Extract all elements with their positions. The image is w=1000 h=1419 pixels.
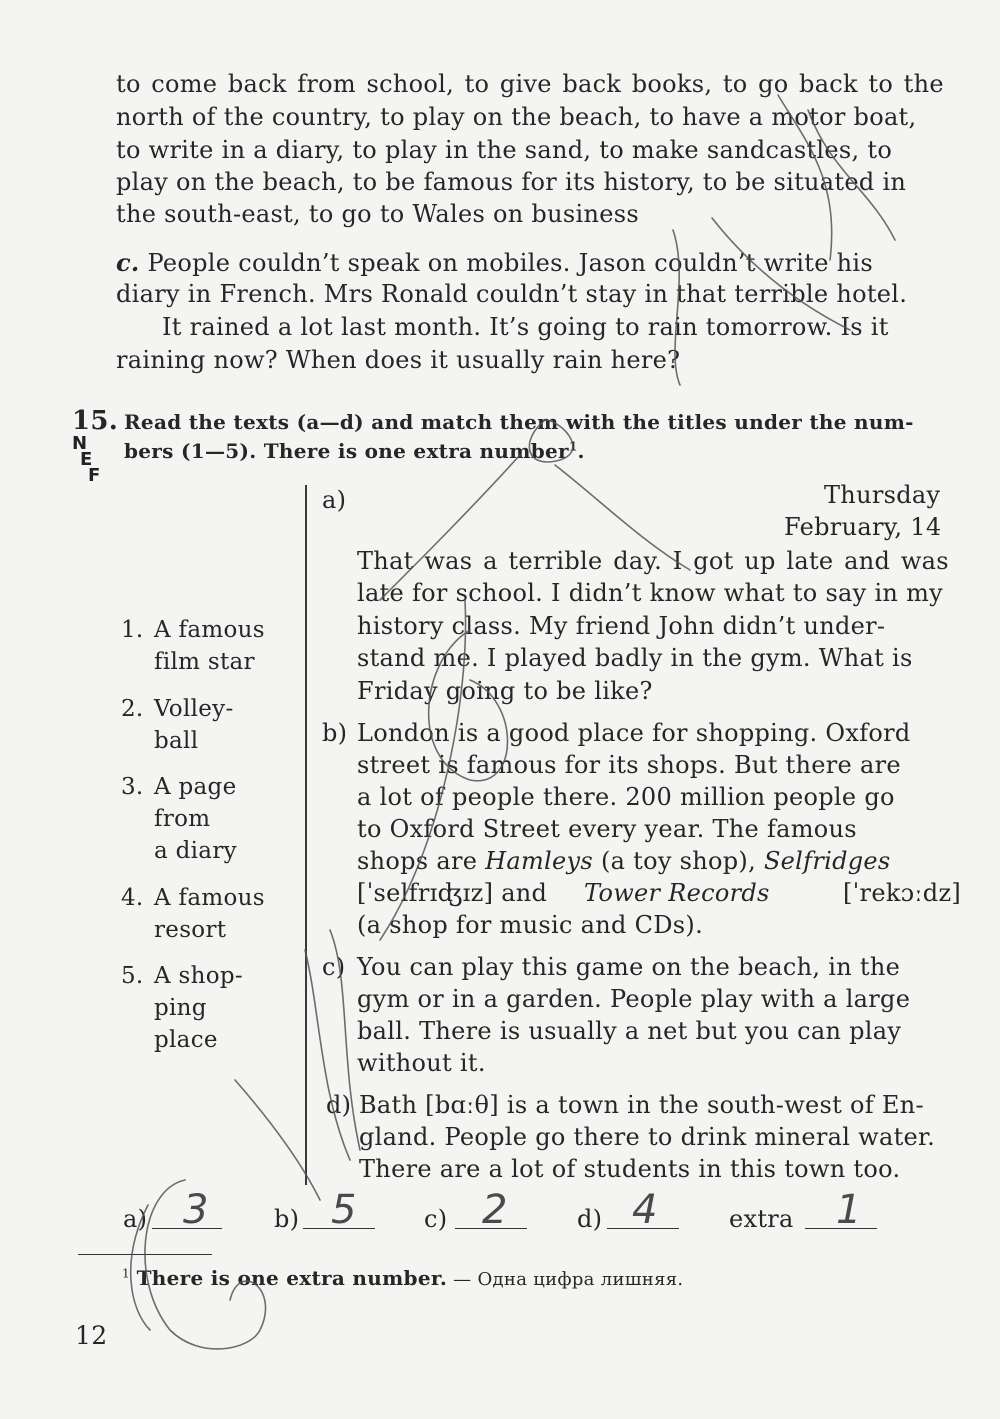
answer-a-value: 3 xyxy=(183,1187,209,1233)
text-b-line-5-pre: shops are xyxy=(357,847,486,875)
text-a-line-5: Friday going to be like? xyxy=(357,677,653,705)
title-2-line-2: ball xyxy=(154,728,199,754)
text-d-line-1: Bath [bɑːθ] is a town in the south-west of En- xyxy=(359,1091,924,1119)
text-d-line-3: There are a lot of students in this town too. xyxy=(359,1155,901,1183)
answer-d-value: 4 xyxy=(632,1187,658,1233)
text-c-line-2: gym or in a garden. People play with a large xyxy=(357,985,911,1013)
text-a-line-1: That was a terrible day. I got up late and was xyxy=(357,547,949,575)
text-b-line-3: a lot of people there. 200 million people go xyxy=(357,783,895,811)
text-a-label: a) xyxy=(322,486,347,514)
answer-c-label: c) xyxy=(424,1205,448,1233)
text-b-line-5-mid: (a toy shop), xyxy=(593,847,764,875)
text-b-line-4: to Oxford Street every year. The famous xyxy=(357,815,857,843)
text-a-line-4: stand me. I played badly in the gym. What is xyxy=(357,644,913,672)
answer-b-value: 5 xyxy=(331,1187,357,1233)
text-a-date: February, 14 xyxy=(784,513,942,541)
text-c-line-1: You can play this game on the beach, in the xyxy=(357,953,901,981)
text-c-label: c) xyxy=(322,953,346,981)
title-2-line-1: Volley- xyxy=(154,696,234,722)
shop-tower-records: Tower Records xyxy=(584,879,770,907)
section-c-label: c. xyxy=(116,248,140,277)
text-b-line-6-pron: [ˈrekɔːdz] xyxy=(843,879,962,907)
text-b-line-6-left: [ˈselfrɪʤɪz] and xyxy=(357,879,548,907)
footnote-bold-text: There is one extra number. xyxy=(136,1266,448,1290)
text-b-line-2: street is famous for its shops. But there are xyxy=(357,751,901,779)
section-c-line-2: diary in French. Mrs Ronald couldn’t stay in that terrible hotel. xyxy=(116,280,908,308)
text-a-line-2: late for school. I didn’t know what to say in my xyxy=(357,579,944,607)
footnote-mark: 1 xyxy=(122,1266,130,1281)
answer-a-label: a) xyxy=(123,1205,148,1233)
title-5-num: 5. xyxy=(121,963,144,989)
page-number: 12 xyxy=(75,1321,108,1350)
text-c-line-4: without it. xyxy=(357,1049,486,1077)
section-c-line-1 xyxy=(116,248,873,277)
text-d-label: d) xyxy=(326,1091,352,1119)
instruction-end: . xyxy=(577,439,585,463)
section-c-text-1: People couldn’t speak on mobiles. Jason couldn’t write his xyxy=(139,249,873,277)
column-divider xyxy=(305,485,307,1185)
title-4-line-2: resort xyxy=(154,917,227,943)
text-b-label: b) xyxy=(322,719,348,747)
title-2-num: 2. xyxy=(121,696,144,722)
title-1-line-1: A famous xyxy=(154,617,265,643)
text-b-line-1: London is a good place for shopping. Oxford xyxy=(357,719,911,747)
title-3-line-3: a diary xyxy=(154,838,237,864)
title-5-line-2: ping xyxy=(154,995,207,1021)
title-5-line-3: place xyxy=(154,1027,218,1053)
title-3-num: 3. xyxy=(121,774,144,800)
instruction-line-1: Read the texts (a—d) and match them with the titles under the num- xyxy=(124,410,914,434)
margin-mark-n: N xyxy=(72,433,88,454)
footnote-translation: — Одна цифра лишняя. xyxy=(447,1269,684,1290)
answer-d-label: d) xyxy=(577,1205,603,1233)
section-c-line-3: It rained a lot last month. It’s going to rain tomorrow. Is it xyxy=(162,313,889,341)
instruction-line-2 xyxy=(124,439,585,463)
exercise-number: 15. xyxy=(72,406,119,436)
margin-marks xyxy=(72,433,101,486)
answer-extra-label: extra xyxy=(729,1205,794,1233)
margin-mark-e: E xyxy=(80,449,93,470)
text-d-line-2: gland. People go there to drink mineral water. xyxy=(359,1123,936,1151)
shop-hamleys: Hamleys xyxy=(485,847,594,875)
answer-c-value: 2 xyxy=(482,1187,508,1233)
footnote xyxy=(122,1266,683,1290)
margin-mark-f: F xyxy=(88,465,101,486)
title-3-line-2: from xyxy=(154,806,211,832)
answer-extra-value: 1 xyxy=(836,1187,862,1233)
text-c-line-3: ball. There is usually a net but you can play xyxy=(357,1017,902,1045)
text-a-line-3: history class. My friend John didn’t under- xyxy=(357,612,886,640)
title-4-line-1: A famous xyxy=(154,885,265,911)
intro-line-3: to write in a diary, to play in the sand, to make sandcastles, to xyxy=(116,136,893,164)
text-b-line-7: (a shop for music and CDs). xyxy=(357,911,703,939)
title-1-num: 1. xyxy=(121,617,144,643)
instruction-footnote-mark: 1 xyxy=(568,439,578,454)
shop-selfridges: Selfridges xyxy=(763,847,891,875)
text-a-day: Thursday xyxy=(824,481,941,509)
instruction-line-2-text: bers (1—5). There is one extra number xyxy=(124,439,569,463)
title-4-num: 4. xyxy=(121,885,144,911)
intro-line-5: the south-east, to go to Wales on business xyxy=(116,200,639,228)
intro-line-4: play on the beach, to be famous for its history, to be situated in xyxy=(116,168,907,196)
intro-line-2: north of the country, to play on the beach, to have a motor boat, xyxy=(116,103,917,131)
footnote-rule xyxy=(78,1254,212,1255)
intro-line-1: to come back from school, to give back books, to go back to the xyxy=(116,70,944,98)
section-c-line-4: raining now? When does it usually rain here? xyxy=(116,346,681,374)
text-b-line-5 xyxy=(357,847,891,875)
title-1-line-2: film star xyxy=(154,649,255,675)
title-5-line-1: A shop- xyxy=(154,963,243,989)
answer-b-label: b) xyxy=(274,1205,300,1233)
title-3-line-1: A page xyxy=(154,774,237,800)
